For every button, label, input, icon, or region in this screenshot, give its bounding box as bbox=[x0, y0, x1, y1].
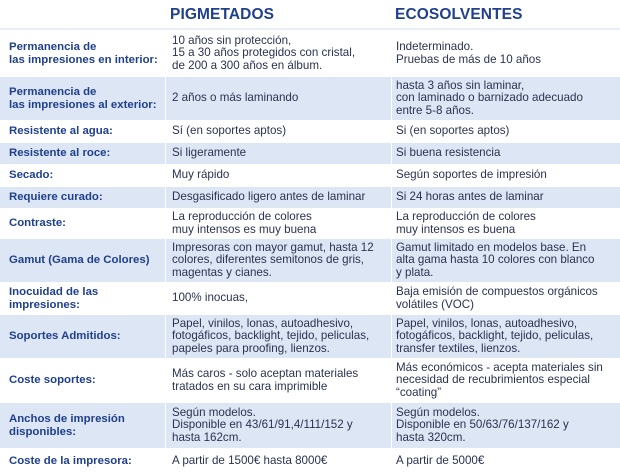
pigmentados-value: Más caros - solo aceptan materiales tratados en su cara imprimible bbox=[172, 366, 359, 393]
row-label: Resistente al roce: bbox=[9, 147, 111, 159]
row-label: Contraste: bbox=[9, 217, 66, 229]
table-row bbox=[0, 358, 620, 402]
table-row bbox=[0, 448, 620, 473]
ecosolventes-value: Baja emisión de compuestos orgánicos volátiles (VOC) bbox=[396, 284, 598, 311]
pigmentados-value: 2 años o más laminando bbox=[172, 91, 299, 105]
pigmentados-value: 10 años sin protección, 15 a 30 años protegidos con cristal, de 200 a 300 años en álbum. bbox=[172, 33, 356, 72]
ecosolventes-value: Gamut limitado en modelos base. En alta gama hasta 10 colores con blanco y plata. bbox=[396, 240, 595, 279]
ecosolventes-value: hasta 3 años sin laminar, con laminado o barnizado adecuado entre 5-8 años. bbox=[396, 78, 583, 117]
pigmentados-value: Impresoras con mayor gamut, hasta 12 colores, diferentes semitonos de gris, magentas y cianes. bbox=[172, 240, 374, 279]
row-label: Coste de la impresora: bbox=[9, 454, 132, 467]
table-row bbox=[0, 314, 620, 358]
pigmentados-value: Muy rápido bbox=[172, 168, 230, 182]
table-row bbox=[0, 76, 620, 120]
pigmentados-value: Desgasificado ligero antes de laminar bbox=[172, 190, 366, 204]
table-row bbox=[0, 282, 620, 314]
table-row bbox=[0, 238, 620, 282]
table-row bbox=[0, 142, 620, 164]
ecosolventes-value: A partir de 5000€ bbox=[396, 453, 485, 467]
ecosolventes-value: Más económicos - acepta materiales sin necesidad de recubrimientos especial “coating” bbox=[396, 360, 603, 399]
row-label: Resistente al agua: bbox=[9, 125, 113, 137]
pigmentados-value: Si ligeramente bbox=[172, 146, 247, 160]
pigmentados-value: La reproducción de colores muy intensos es muy buena bbox=[172, 209, 317, 236]
ecosolventes-value: Si (en soportes aptos) bbox=[396, 124, 510, 138]
pigmentados-value: A partir de 1500€ hasta 8000€ bbox=[172, 453, 328, 467]
row-label: Soportes Admitidos: bbox=[9, 330, 121, 342]
column-header-ecosolventes: ECOSOLVENTES bbox=[395, 6, 523, 23]
row-label: Inocuidad de las impresiones: bbox=[9, 285, 99, 311]
ecosolventes-value: Indeterminado. Pruebas de más de 10 años bbox=[396, 39, 542, 66]
row-label: Permanencia de las impresiones en interior: bbox=[9, 40, 158, 66]
table-row bbox=[0, 164, 620, 186]
table-row bbox=[0, 402, 620, 448]
ecosolventes-value: Según soportes de impresión bbox=[396, 168, 547, 182]
row-label: Anchos de impresión disponibles: bbox=[9, 412, 125, 438]
row-label: Requiere curado: bbox=[9, 191, 103, 203]
row-label: Gamut (Gama de Colores) bbox=[9, 254, 150, 266]
ecosolventes-value: Si buena resistencia bbox=[396, 146, 501, 160]
table-row bbox=[0, 30, 620, 76]
pigmentados-value: 100% inocuas, bbox=[172, 291, 249, 305]
column-header-pigmentados: PIGMETADOS bbox=[170, 6, 275, 23]
ecosolventes-value: La reproducción de colores muy intensos es buena bbox=[396, 209, 536, 236]
table-row bbox=[0, 186, 620, 208]
pigmentados-value: Según modelos. Disponible en 43/61/91,4/111/152 y hasta 162cm. bbox=[172, 405, 353, 444]
row-label: Permanencia de las impresiones al exterior: bbox=[9, 85, 157, 111]
table-header bbox=[0, 0, 620, 30]
pigmentados-value: Papel, vinilos, lonas, autoadhesivo, fotogáficos, backlight, tejido, peliculas, papeles para proofing, lienzos. bbox=[172, 316, 370, 355]
ecosolventes-value: Papel, vinilos, lonas, autoadhesivo, fotogáficos, backlight, tejido, peliculas, transfer textiles, lienzos. bbox=[396, 316, 594, 355]
pigmentados-value: Sí (en soportes aptos) bbox=[172, 124, 287, 138]
table-row bbox=[0, 208, 620, 238]
table-row bbox=[0, 120, 620, 142]
row-label: Coste soportes: bbox=[9, 374, 96, 386]
row-label: Secado: bbox=[9, 169, 54, 181]
ecosolventes-value: Si 24 horas antes de laminar bbox=[396, 190, 544, 204]
ecosolventes-value: Según modelos. Disponible en 50/63/76/137/162 y hasta 320cm. bbox=[396, 405, 569, 444]
